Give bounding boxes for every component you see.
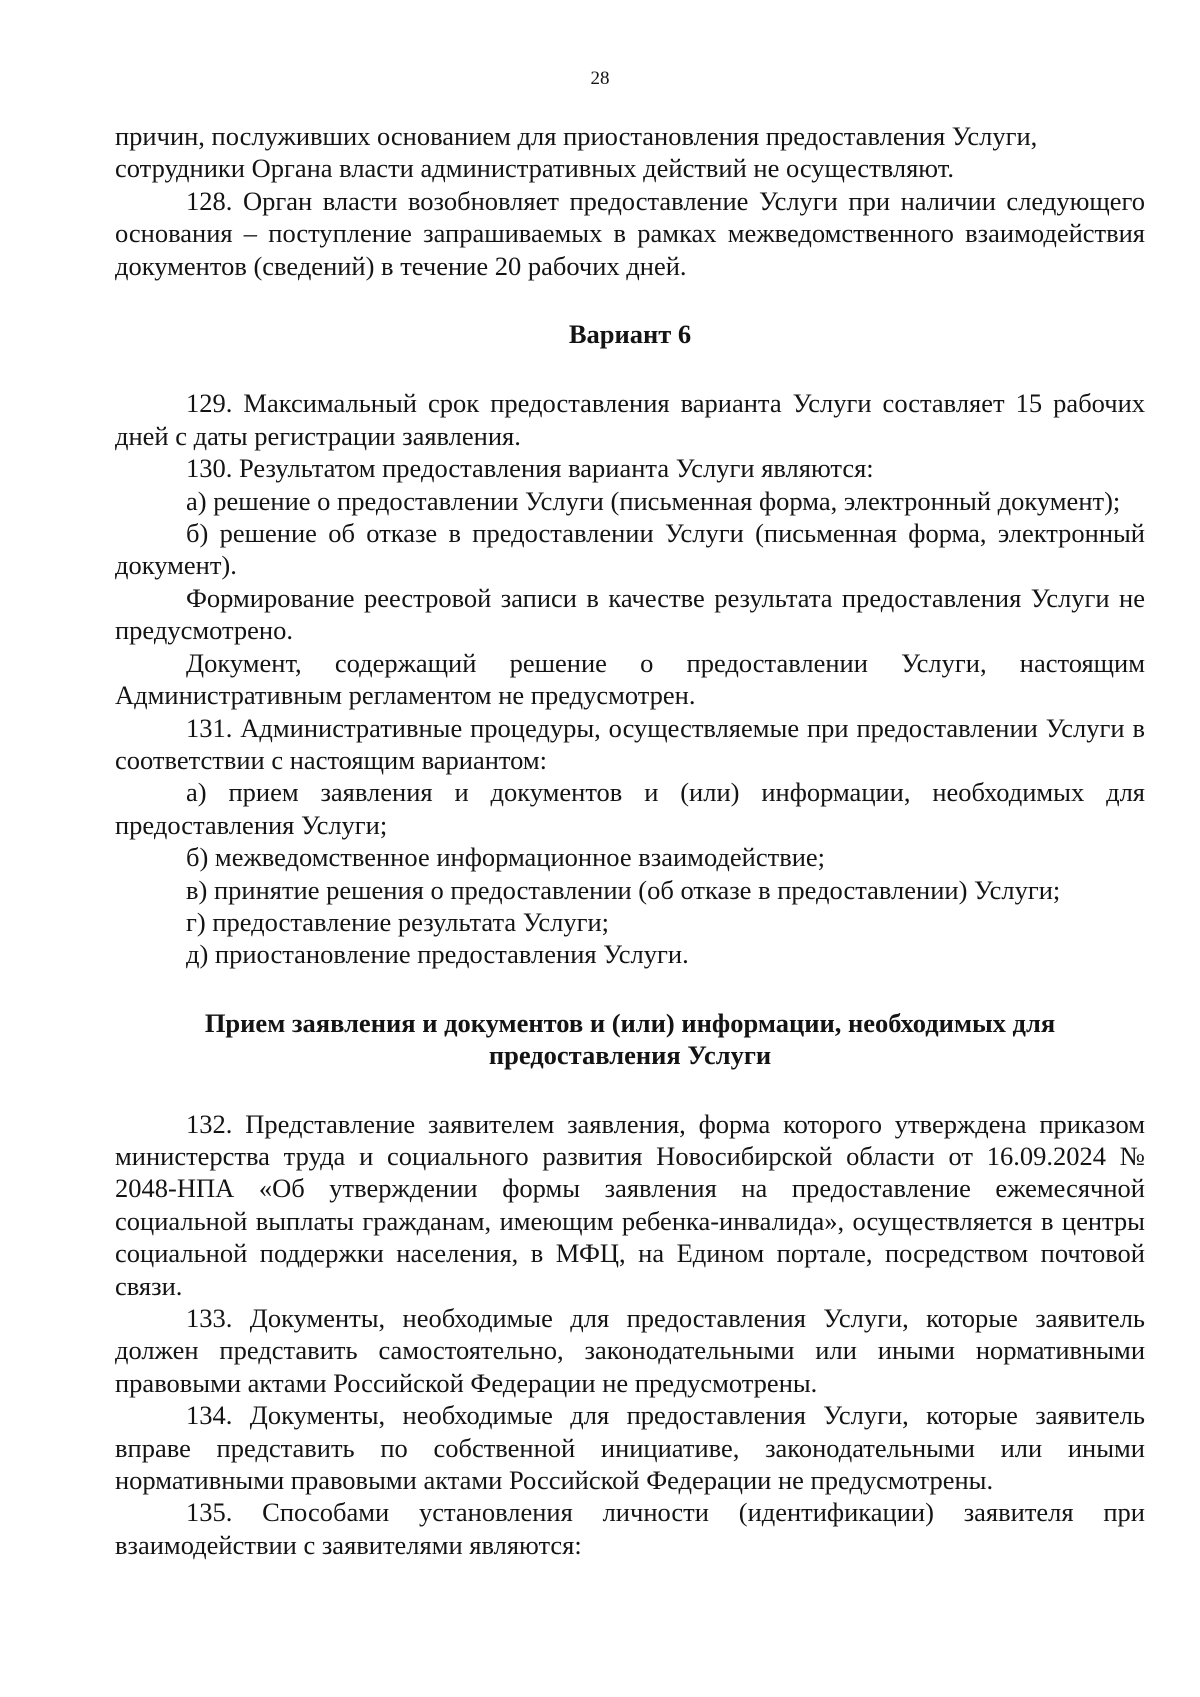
paragraph: г) предоставление результата Услуги; (186, 906, 610, 937)
paragraph: д) приостановление предоставления Услуги. (186, 939, 689, 970)
page-number: 28 (590, 68, 610, 89)
paragraph: 128. Орган власти возобновляет предоставление Услуги при наличии следующего основания – поступление запрашиваемых в рамках межведомственного взаимодействия документов (сведений) в течение 20 рабочих дней. (115, 185, 1145, 281)
paragraph: 129. Максимальный срок предоставления варианта Услуги составляет 15 рабочих дней с даты регистрации заявления. (115, 388, 1145, 451)
paragraph: 130. Результатом предоставления варианта Услуги являются: (186, 453, 874, 484)
paragraph: 132. Представление заявителем заявления, форма которого утверждена приказом министерства труда и социального развития Новосибирской области от 16.09.2024 № 2048-НПА «Об утверждении формы заявления на предоставление ежемесячной социальной выплаты гражданам, имеющим ребенка-инвалида», осуществляется в центры социальной поддержки населения, в МФЦ, на Едином портале, посредством почтовой связи. (115, 1108, 1145, 1301)
document-body (115, 120, 1145, 1561)
paragraph: а) прием заявления и документов и (или) информации, необходимых для предоставления Услуги; (115, 777, 1145, 840)
section-heading: Прием заявления и документов и (или) информации, необходимых для предоставления Услуги (204, 1007, 1056, 1071)
paragraph: б) межведомственное информационное взаимодействие; (186, 842, 826, 873)
paragraph: 134. Документы, необходимые для предоставления Услуги, которые заявитель вправе представить по собственной инициативе, законодательными или иными нормативными правовыми актами Российской Федерации не предусмотрены. (115, 1400, 1145, 1496)
paragraph: 133. Документы, необходимые для предоставления Услуги, которые заявитель должен представить самостоятельно, законодательными или иными нормативными правовыми актами Российской Федерации не предусмотрены. (115, 1303, 1145, 1398)
paragraph: 135. Способами установления личности (идентификации) заявителя при взаимодействии с заявителями являются: (115, 1497, 1145, 1560)
paragraph: б) решение об отказе в предоставлении Услуги (письменная форма, электронный документ). (115, 518, 1145, 581)
paragraph: Формирование реестровой записи в качестве результата предоставления Услуги не предусмотрено. (115, 582, 1145, 646)
paragraph: Документ, содержащий решение о предоставлении Услуги, настоящим Административным регламентом не предусмотрен. (115, 647, 1145, 711)
paragraph: в) принятие решения о предоставлении (об отказе в предоставлении) Услуги; (186, 874, 1061, 905)
section-heading: Вариант 6 (568, 319, 692, 350)
paragraph: причин, послуживших основанием для приостановления предоставления Услуги, сотрудники Органа власти административных действий не осуществляют. (115, 121, 1038, 184)
paragraph: а) решение о предоставлении Услуги (письменная форма, электронный документ); (186, 485, 1121, 516)
paragraph: 131. Административные процедуры, осуществляемые при предоставлении Услуги в соответствии с настоящим вариантом: (115, 712, 1145, 775)
